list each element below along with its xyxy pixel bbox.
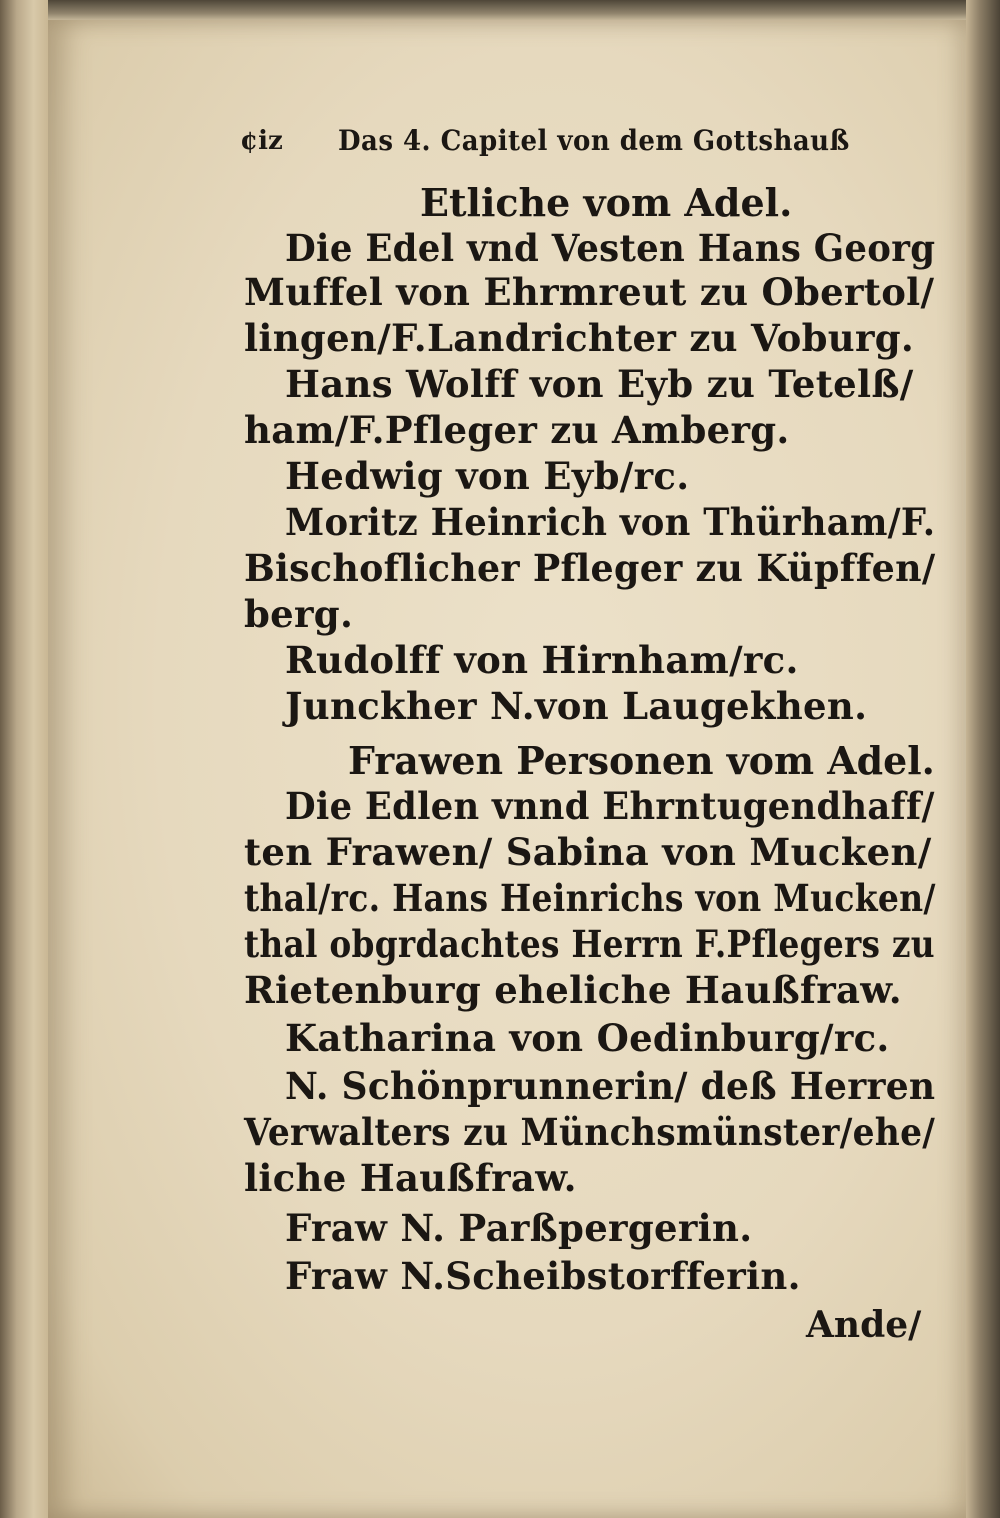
text-line: lingen/F.Landrichter zu Voburg.	[244, 316, 915, 360]
text-line: Rudolff von Hirnham/rc.	[285, 638, 799, 682]
text-line: Die Edel vnd Vesten Hans Georg	[285, 226, 936, 270]
text-line: ten Frawen/ Sabina von Mucken/	[244, 830, 932, 874]
text-line: Moritz Heinrich von Thürham/F.	[285, 500, 936, 544]
text-line: Bischoflicher Pfleger zu Küpffen/	[244, 546, 936, 590]
text-line: thal/rc. Hans Heinrichs von Mucken/	[244, 876, 936, 920]
text-line: berg.	[244, 592, 354, 636]
text-line: Katharina von Oedinburg/rc.	[285, 1016, 890, 1060]
page-edge-top	[0, 0, 1000, 22]
text-line: Fraw N.Scheibstorfferin.	[285, 1254, 801, 1298]
text-line: Muffel von Ehrmreut zu Obertol/	[244, 270, 935, 314]
page-number: ¢iz	[240, 126, 283, 156]
text-line: Verwalters zu Münchsmünster/ehe/	[244, 1110, 936, 1154]
text-line: ham/F.Pfleger zu Amberg.	[244, 408, 790, 452]
page-edge-right	[966, 0, 1000, 1518]
section-heading-nobility: Etliche vom Adel.	[420, 180, 793, 225]
text-line: Fraw N. Parßpergerin.	[285, 1206, 753, 1250]
text-line: Junckher N.von Laugekhen.	[285, 684, 868, 728]
text-line: Hedwig von Eyb/rc.	[285, 454, 690, 498]
catchword: Ande/	[806, 1304, 922, 1346]
page-edge-left	[0, 0, 48, 1518]
text-line: Rietenburg eheliche Haußfraw.	[244, 968, 902, 1012]
text-line: Die Edlen vnnd Ehrntugendhaff/	[285, 784, 935, 828]
page-header	[240, 120, 850, 166]
running-title: Das 4. Capitel von dem Gottshauß	[338, 124, 850, 157]
section-heading-women: Frawen Personen vom Adel.	[348, 738, 935, 783]
text-line: liche Haußfraw.	[244, 1156, 577, 1200]
text-line: Hans Wolff von Eyb zu Tetelß/	[285, 362, 914, 406]
text-line: thal obgrdachtes Herrn F.Pflegers zu	[244, 922, 935, 966]
text-line: N. Schönprunnerin/ deß Herren	[285, 1064, 936, 1108]
